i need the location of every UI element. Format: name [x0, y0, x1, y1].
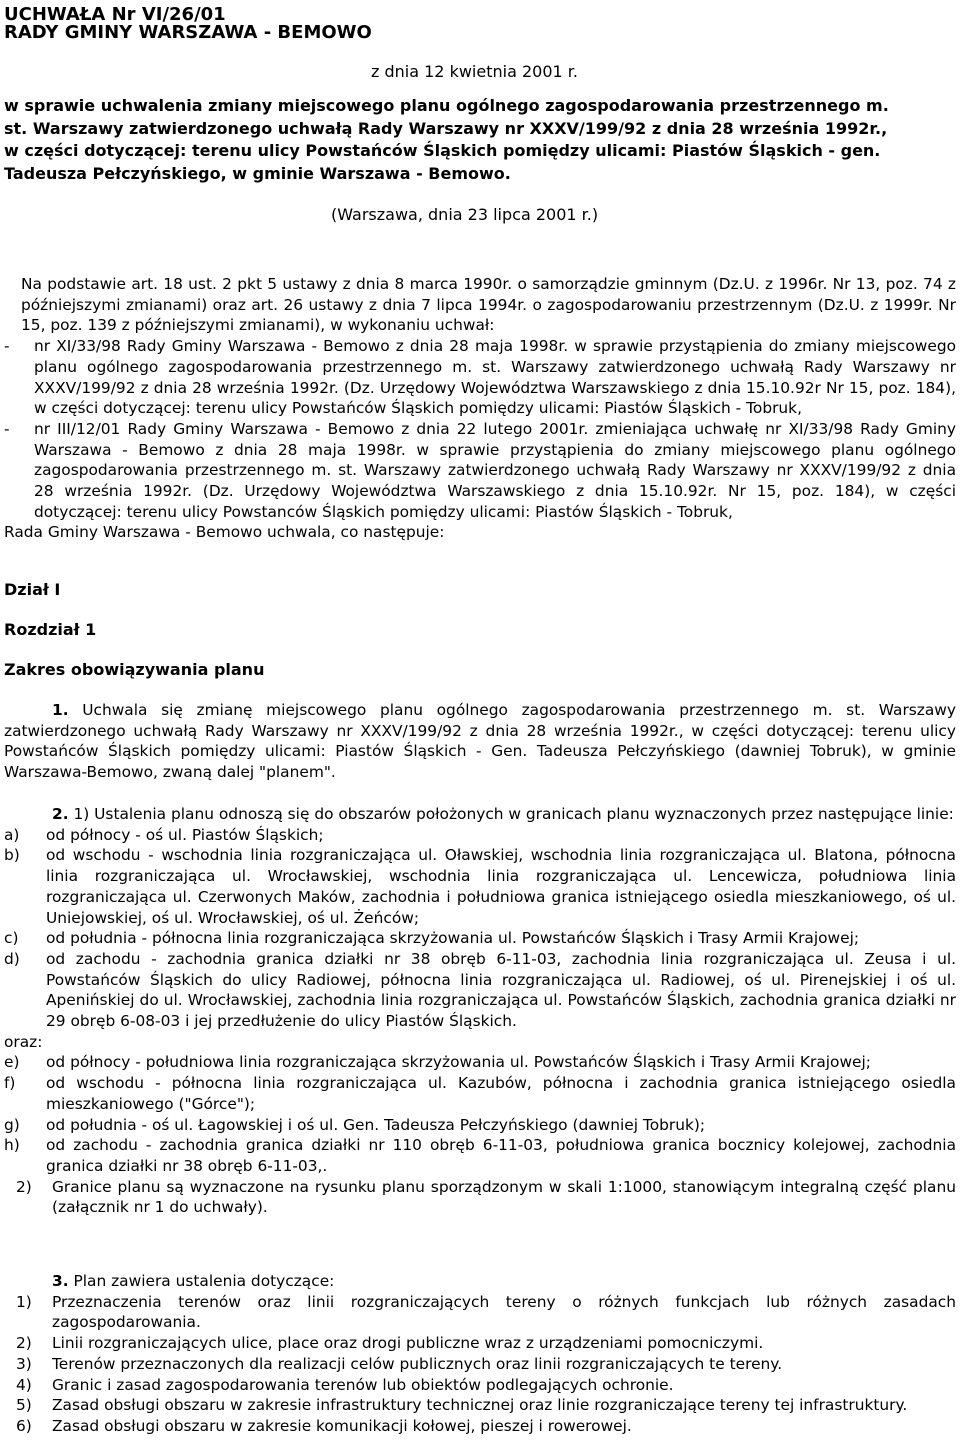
list-item: a) od północy - oś ul. Piastów Śląskich; [4, 825, 324, 844]
heading-zakres: Zakres obowiązywania planu [4, 660, 265, 679]
list-item: 3) Terenów przeznaczonych dla realizacji celów publicznych oraz linii rozgraniczających te tereny. [16, 1354, 783, 1373]
list-item: 2) Granice planu są wyznaczone na rysunku planu sporządzonym w skali 1:1000, stanowiącym integralną część planu (załącznik nr 1 do uchwały). [16, 1177, 956, 1217]
heading-dzial: Dział I [4, 580, 61, 599]
list-item: f) od wschodu - północna linia rozgraniczająca ul. Kazubów, północna i zachodnia granica istniejącego osiedla mieszkaniowego ("Górce"); [4, 1074, 956, 1113]
section-1 [4, 700, 956, 783]
section-2 [4, 804, 956, 1218]
section-intro: Plan zawiera ustalenia dotyczące: [73, 1272, 335, 1290]
list-item: d) od zachodu - zachodnia granica działki nr 38 obręb 6-11-03, zachodnia linia rozgraniczająca ul. Zeusa i ul. Powstańców Śląskich do ulicy Radiowej, północna linia rozgraniczająca ul. Radiowej, oś ul. Pirenejskiej i oś ul. Apenińskiej do ul. Wrocławskiej, zachodnia linia rozgraniczająca ul. Powstańców Śląskich, zachodnia granica działki nr 29 obręb 6-08-03 i jej przedłużenie do ulicy Piastów Śląskich. [4, 949, 956, 1031]
section-number: 2. [52, 805, 69, 823]
list-item: g) od południa - oś ul. Łagowskiej i oś ul. Gen. Tadeusza Pełczyńskiego (dawniej Tobruk); [4, 1115, 706, 1134]
preamble-closing: Rada Gminy Warszawa - Bemowo uchwala, co następuje: [4, 523, 445, 542]
place-date: (Warszawa, dnia 23 lipca 2001 r.) [331, 205, 599, 224]
heading-rozdzial: Rozdział 1 [4, 620, 97, 639]
subject-line: w części dotyczącej: terenu ulicy Powstańców Śląskich pomiędzy ulicami: Piastów Śląskich - gen. [4, 141, 881, 160]
oraz-label: oraz: [4, 1032, 43, 1051]
preamble-intro: Na podstawie art. 18 ust. 2 pkt 5 ustawy z dnia 8 marca 1990r. o samorządzie gminnym (Dz.U. z 1996r. Nr 13, poz. 74 z późniejszymi zmianami) oraz art. 26 ustawy z dnia 7 lipca 1994r. o zagospodarowaniu przestrzennym (Dz.U. z 1999r. Nr 15, poz. 139 z późniejszymi zmianami), w wykonaniu uchwał: [21, 275, 956, 335]
list-item: 1) Przeznaczenia terenów oraz linii rozgraniczających tereny o różnych funkcjach lub różnych zasadach zagospodarowania. [16, 1292, 956, 1332]
list-item: - nr XI/33/98 Rady Gminy Warszawa - Bemowo z dnia 28 maja 1998r. w sprawie przystąpienia do zmiany miejscowego planu ogólnego zagospodarowania przestrzennego m. st. Warszawy zatwierdzonego uchwałą Rady Warszawy nr XXXV/199/92 z dnia 28 września 1992r. (Dz. Urzędowy Województwa Warszawskiego z dnia 15.10.92r Nr 15, poz. 184), w części dotyczącej: terenu ulicy Powstańców Śląskich pomiędzy ulicami: Piastów Śląskich - Tobruk, [4, 337, 956, 418]
preamble [4, 274, 956, 543]
subject-line: Tadeusza Pełczyńskiego, w gminie Warszawa - Bemowo. [4, 163, 511, 183]
resolution-number: UCHWAŁA Nr VI/26/01 [4, 4, 226, 25]
list-item: b) od wschodu - wschodnia linia rozgraniczająca ul. Oławskiej, wschodnia linia rozgraniczająca ul. Blatona, północna linia rozgraniczająca ul. Wrocławskiej, wschodnia linia rozgraniczająca ul. Lencewicza, południowa linia rozgraniczająca ul. Czerwonych Maków, zachodnia i południowa granica istniejącego osiedla mieszkaniowego, oś ul. Uniejowskiej, oś ul. Wrocławskiej, oś ul. Żeńców; [4, 846, 956, 927]
list-item: 2) Linii rozgraniczających ulice, place oraz drogi publiczne wraz z urządzeniami pomocniczymi. [16, 1334, 764, 1353]
section-intro: 1) Ustalenia planu odnoszą się do obszarów położonych w granicach planu wyznaczonych przez następujące linie: [73, 805, 954, 823]
subject-line: st. Warszawy zatwierdzonego uchwałą Rady Warszawy nr XXXV/199/92 z dnia 28 września 1992r., [4, 118, 888, 138]
section-text: Uchwala się zmianę miejscowego planu ogólnego zagospodarowania przestrzennego m. st. Warszawy zatwierdzonego uchwałą Rady Warszawy nr XXXV/199/92 z dnia 28 września 1992r., w części dotyczącej: terenu ulicy Powstańców Śląskich pomiędzy ulicami: Piastów Śląskich - Gen. Tadeusza Pełczyńskiego (dawniej Tobruk), w gminie Warszawa-Bemowo, zwaną dalej "planem". [4, 701, 956, 782]
list-item: h) od zachodu - zachodnia granica działki nr 110 obręb 6-11-03, południowa granica bocznicy kolejowej, zachodnia granica działki nr 38 obręb 6-11-03,. [4, 1136, 956, 1175]
list-item: e) od północy - południowa linia rozgraniczająca skrzyżowania ul. Powstańców Śląskich i Trasy Armii Krajowej; [4, 1053, 871, 1072]
section-number: 3. [52, 1272, 69, 1290]
list-item: c) od południa - północna linia rozgraniczająca skrzyżowania ul. Powstańców Śląskich i Trasy Armii Krajowej; [4, 929, 860, 948]
resolution-subject [4, 95, 956, 185]
list-item: 4) Granic i zasad zagospodarowania terenów lub obiektów podlegających ochronie. [16, 1375, 674, 1394]
section-number: 1. [52, 701, 69, 719]
council-name: RADY GMINY WARSZAWA - BEMOWO [4, 22, 372, 43]
list-item: 5) Zasad obsługi obszaru w zakresie infrastruktury technicznej oraz linie rozgraniczające tereny tej infrastruktury. [16, 1396, 908, 1415]
section-3 [4, 1271, 956, 1437]
subject-line: w sprawie uchwalenia zmiany miejscowego planu ogólnego zagospodarowania przestrzennego m. [4, 96, 889, 115]
resolution-date: z dnia 12 kwietnia 2001 r. [371, 62, 578, 81]
list-item: - nr III/12/01 Rady Gminy Warszawa - Bemowo z dnia 22 lutego 2001r. zmieniająca uchwałę nr XI/33/98 Rady Gminy Warszawa - Bemowo z dnia 28 maja 1998r. w sprawie przystąpienia do zmiany miejscowego planu ogólnego zagospodarowania przestrzennego m. st. Warszawy zatwierdzonego uchwałą Rady Warszawy nr XXXV/199/92 z dnia 28 września 1992r. (Dz. Urzędowy Województwa Warszawskiego z dnia 15.10.92r. Nr 15, poz. 184), w części dotyczącej: terenu ulicy Powstanców Śląskich pomiędzy ulicami: Piastów Śląskich - Tobruk, [4, 419, 956, 521]
list-item: 6) Zasad obsługi obszaru w zakresie komunikacji kołowej, pieszej i rowerowej. [16, 1416, 632, 1435]
